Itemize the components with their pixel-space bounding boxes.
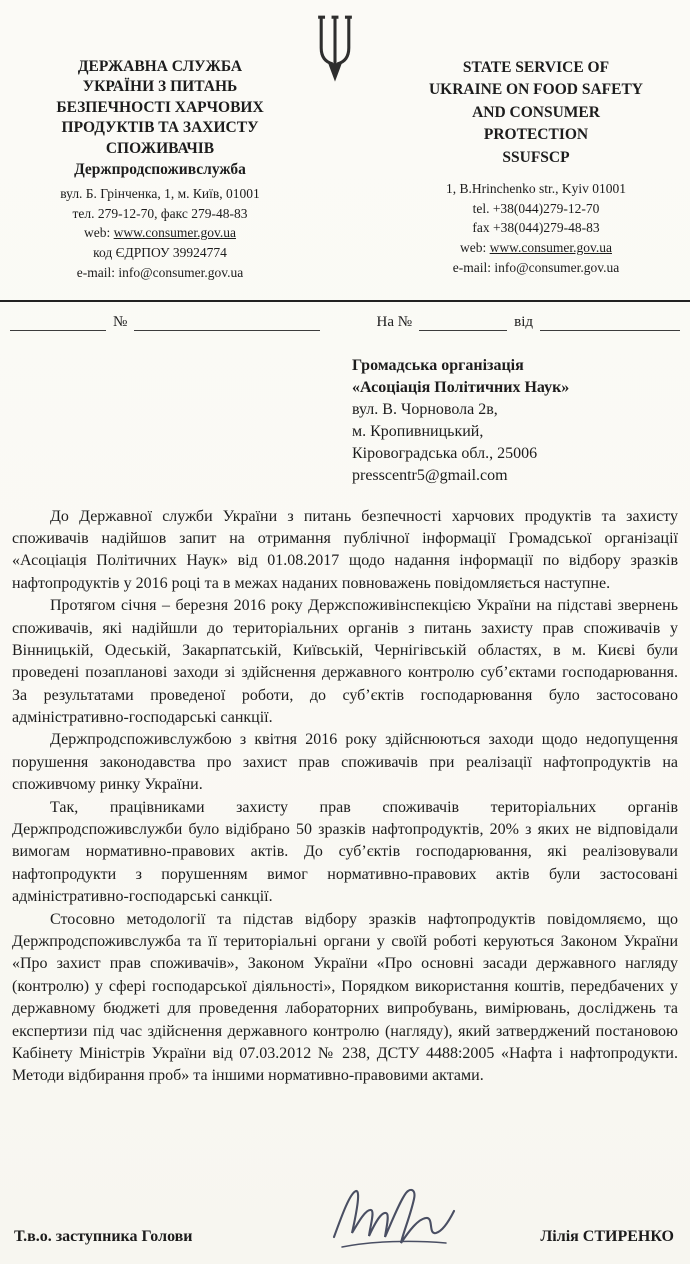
email-address: info@consumer.gov.ua: [118, 264, 244, 280]
vid-label: від: [514, 314, 533, 331]
org-name-line: УКРАЇНИ З ПИТАНЬ: [82, 78, 238, 96]
org-short-name: Держпродспоживслужба: [74, 161, 246, 179]
recipient-org-line2: «Асоціація Політичних Наук»: [352, 379, 570, 397]
incoming-number-blank: [419, 314, 507, 331]
incoming-date-blank: [540, 314, 680, 331]
body-paragraph-3: Держпродспоживслужбою з квітня 2016 року здійснюються заходи щодо недопущення порушення законодавства про захист прав споживачів при реалізації нафтопродуктів на споживчому ринку України.: [12, 731, 678, 794]
recipient-region: Кіровоградська обл., 25006: [352, 445, 538, 463]
org-name-line: ПРОДУКТІВ ТА ЗАХИСТУ: [61, 119, 259, 137]
number-label: №: [113, 314, 128, 331]
org-name-uk: [14, 57, 306, 159]
address-en: 1, B.Hrinchenko str., Kyiv 01001: [446, 181, 626, 197]
tel-en: tel. +38(044)279-12-70: [472, 200, 600, 216]
email-label: e-mail:: [452, 259, 492, 275]
reference-line: [0, 302, 690, 331]
web-label: web:: [460, 240, 487, 256]
phone-fax-uk: тел. 279-12-70, факс 279-48-83: [72, 205, 248, 221]
recipient-email: presscentr5@gmail.com: [352, 467, 508, 485]
address-uk: вул. Б. Грінченка, 1, м. Київ, 01001: [60, 186, 260, 202]
web-label: web:: [84, 225, 111, 241]
recipient-block: [352, 355, 690, 487]
org-name-line: СПОЖИВАЧІВ: [105, 139, 215, 157]
contacts-uk: [14, 184, 306, 282]
signature-block: [14, 1228, 674, 1246]
org-name-line: UKRAINE ON FOOD SAFETY: [428, 81, 643, 99]
signer-name: Лілія СТИРЕНКО: [540, 1228, 674, 1245]
fax-en: fax +38(044)279-48-83: [472, 220, 600, 236]
web-line-uk: [14, 223, 306, 243]
email-label: e-mail:: [76, 264, 116, 280]
handwritten-signature: [328, 1181, 458, 1258]
web-line-en: [394, 238, 678, 258]
body-paragraph-5: Стосовно методології та підстав відбору зразків нафтопродуктів повідомляємо, що Держпродспоживслужба та її територіальні органи у своїй роботі керуються Законом України «Про захист прав споживачів», Законом України «Про основні засади державного нагляду (контролю) у сфері господарської діяльності», Порядком використання коштів, передбачених у державному бюджеті для проведення лабораторних випробувань, вимірювань, досліджень та експертизи під час здійснення державного контролю (нагляду), який затверджений постановою Кабінету Міністрів України від 07.03.2012 № 238, ДСТУ 4488:2005 «Нафта і нафтопродукти. Методи відбирання проб» та іншими нормативно-правовими актами.: [12, 910, 678, 1085]
letterhead-english: [394, 57, 678, 282]
email-address: info@consumer.gov.ua: [494, 259, 620, 275]
org-name-line: БЕЗПЕЧНОСТІ ХАРЧОВИХ: [56, 98, 264, 116]
recipient-org-line1: Громадська організація: [352, 357, 524, 375]
outgoing-number-blank: [134, 314, 320, 331]
email-line-en: [394, 258, 678, 278]
body-paragraph-2: Протягом січня – березня 2016 року Держспоживінспекцією України на підставі звернень споживачів, які надійшли до територіальних органів з питань захисту прав споживачів у Вінницькій, Одеській, Закарпатській, Київській, Чернігівській областях, в м. Києві були проведені позапланові заходи зі здійснення державного контролю суб’єктами господарювання. За результатами проведеної роботи, до суб’єктів господарювання було застосовано адміністративно-господарські санкції.: [12, 597, 678, 727]
body-paragraph-1: До Державної служби України з питань безпечності харчових продуктів та захисту споживачів надійшов запит на отримання публічної інформації Громадської організації «Асоціація Політичних Наук» від 01.08.2017 щодо надання інформації по відбору зразків нафтопродуктів у 2016 році та в межах наданих повноважень повідомляється наступне.: [12, 507, 678, 592]
org-name-line: PROTECTION: [483, 126, 589, 144]
email-line-uk: [14, 263, 306, 283]
contacts-en: [394, 179, 678, 277]
edrpou-code: код ЄДРПОУ 39924774: [93, 244, 227, 260]
letter-body: [12, 506, 678, 1088]
ukraine-trident-icon: [312, 7, 358, 96]
web-url: www.consumer.gov.ua: [113, 225, 236, 241]
org-name-line: SSUFSCP: [502, 148, 570, 166]
outgoing-date-blank: [10, 314, 106, 331]
body-paragraph-4: Так, працівниками захисту прав споживачів територіальних органів Держпродспоживслужби було відібрано 50 зразків нафтопродуктів, 20% з яких не відповідали вимогам нормативно-правових актів. До суб’єктів господарювання, які реалізовували нафтопродукти з порушенням вимог нормативно-правових актів були застосовані адміністративно-господарські санкції.: [12, 798, 678, 906]
na-number-label: На №: [376, 314, 413, 331]
recipient-city: м. Кропивницький,: [352, 423, 484, 441]
letterhead-ukrainian: [14, 57, 306, 282]
org-name-en: [394, 57, 678, 169]
org-name-line: AND CONSUMER: [472, 103, 600, 121]
signer-position: Т.в.о. заступника Голови: [14, 1228, 193, 1245]
org-name-line: ДЕРЖАВНА СЛУЖБА: [77, 58, 243, 75]
recipient-street: вул. В. Чорновола 2в,: [352, 401, 498, 419]
web-url: www.consumer.gov.ua: [489, 240, 612, 256]
org-name-line: STATE SERVICE OF: [462, 59, 610, 76]
